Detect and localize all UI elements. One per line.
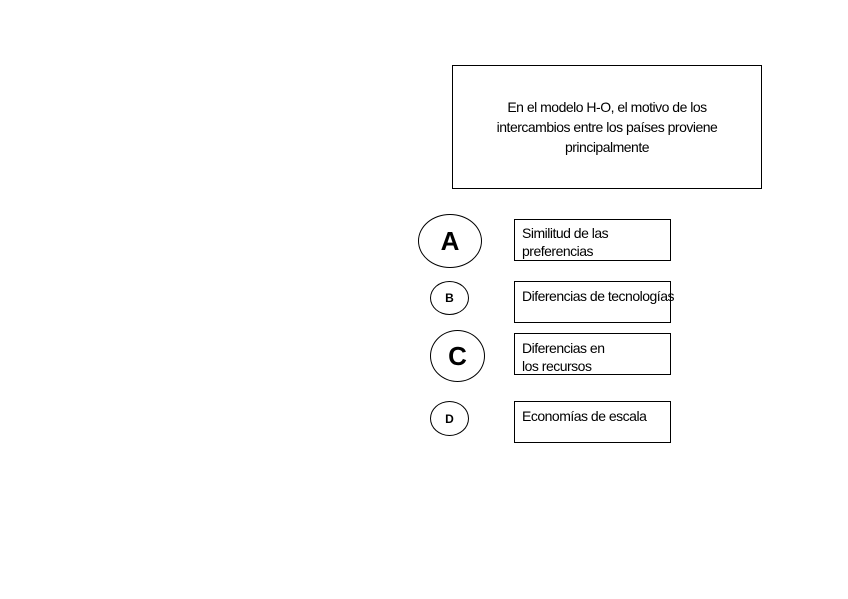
option-b-letter[interactable]: B [430, 281, 469, 315]
option-a-text: Similitud de las preferencias [522, 225, 609, 259]
option-d-text: Economías de escala [522, 408, 647, 424]
question-box [452, 65, 762, 189]
option-d-letter[interactable]: D [430, 401, 469, 436]
option-c-text: Diferencias en los recursos [522, 340, 605, 374]
option-a-letter[interactable]: A [418, 214, 482, 268]
question-text: En el modelo H-O, el motivo de los intercambios entre los países proviene principalmente [496, 99, 718, 155]
option-c-letter[interactable]: C [430, 330, 485, 382]
option-b-text: Diferencias de tecnologías [522, 288, 674, 304]
